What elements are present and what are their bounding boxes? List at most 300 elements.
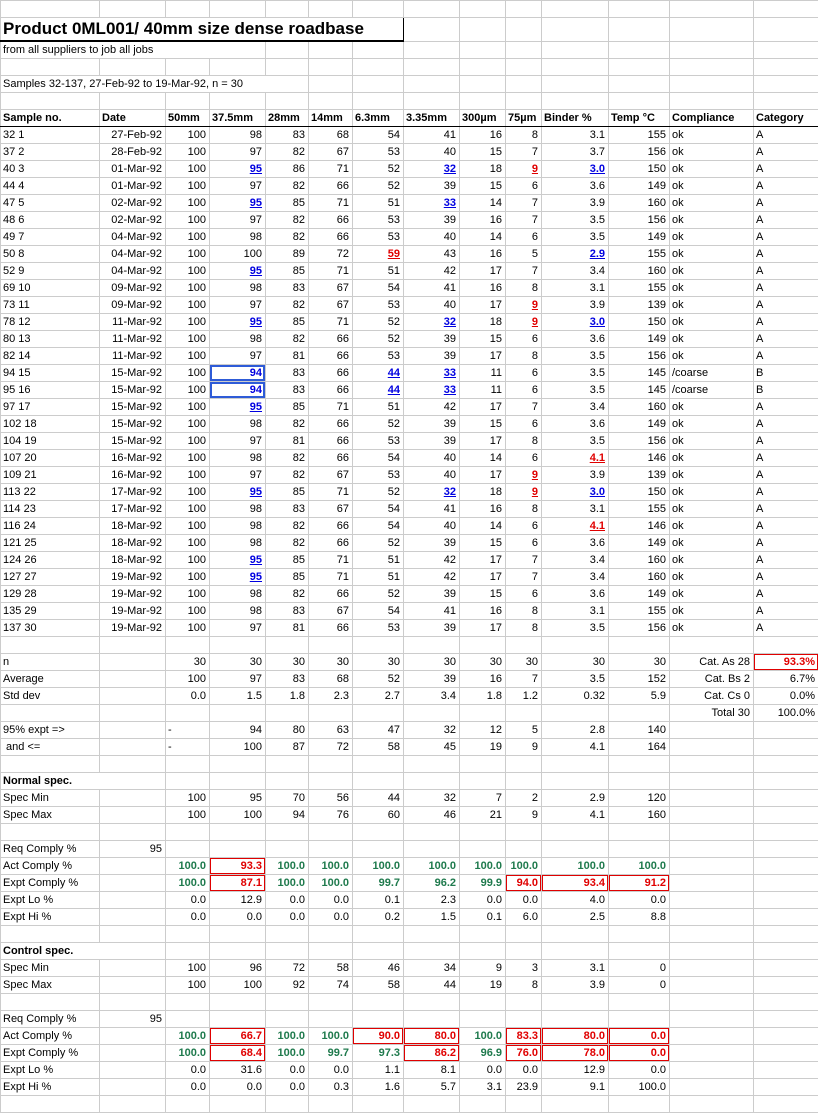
cell[interactable]	[754, 807, 818, 824]
cell[interactable]: 100.0	[166, 875, 210, 892]
cell[interactable]: 1.5	[210, 688, 266, 705]
cell[interactable]: 1.2	[506, 688, 542, 705]
compliance-cell[interactable]: ok	[670, 195, 754, 212]
cell[interactable]: 98	[210, 229, 266, 246]
cell[interactable]: 43	[404, 246, 460, 263]
cell[interactable]	[754, 841, 818, 858]
cell[interactable]	[754, 943, 818, 960]
cell[interactable]: 100.0	[266, 1045, 309, 1062]
cell[interactable]: 8.8	[609, 909, 670, 926]
cell[interactable]	[609, 18, 670, 42]
cell[interactable]: 40	[404, 518, 460, 535]
cell[interactable]	[353, 994, 404, 1011]
cell[interactable]: 15	[460, 144, 506, 161]
cell[interactable]: 90.0	[353, 1028, 404, 1045]
category-cell[interactable]: A	[754, 518, 818, 535]
sample-no[interactable]: 37 2	[1, 144, 100, 161]
cell[interactable]	[609, 841, 670, 858]
cell[interactable]: 3.0	[542, 161, 609, 178]
cell[interactable]: 100	[166, 263, 210, 280]
cell[interactable]	[670, 926, 754, 943]
cell[interactable]	[506, 76, 542, 93]
cell[interactable]: 7	[506, 263, 542, 280]
cell[interactable]: 30	[266, 654, 309, 671]
column-header[interactable]: Temp °C	[609, 110, 670, 127]
cell[interactable]	[266, 943, 309, 960]
cell[interactable]: 8.1	[404, 1062, 460, 1079]
cell[interactable]	[542, 994, 609, 1011]
cell[interactable]: 3.9	[542, 297, 609, 314]
cell[interactable]: 149	[609, 178, 670, 195]
compliance-cell[interactable]: ok	[670, 552, 754, 569]
cell[interactable]	[100, 909, 166, 926]
cell[interactable]: 67	[309, 501, 353, 518]
cell[interactable]	[670, 790, 754, 807]
cell[interactable]: 100.0	[460, 1028, 506, 1045]
cell[interactable]	[166, 841, 210, 858]
compliance-cell[interactable]: /coarse	[670, 365, 754, 382]
cell[interactable]	[460, 18, 506, 42]
cell[interactable]	[670, 807, 754, 824]
cell[interactable]: 100	[166, 144, 210, 161]
cell[interactable]: 5.7	[404, 1079, 460, 1096]
cell[interactable]	[460, 943, 506, 960]
row-label[interactable]: Expt Hi %	[1, 1079, 100, 1096]
cell[interactable]: 14	[460, 195, 506, 212]
cell[interactable]	[309, 59, 353, 76]
cell[interactable]	[754, 790, 818, 807]
cell[interactable]: 0.0	[210, 909, 266, 926]
category-percent[interactable]: 0.0%	[754, 688, 818, 705]
cell[interactable]	[609, 926, 670, 943]
sample-date[interactable]: 27-Feb-92	[100, 127, 166, 144]
sample-date[interactable]: 04-Mar-92	[100, 229, 166, 246]
cell[interactable]: 85	[266, 552, 309, 569]
cell[interactable]: 95	[210, 195, 266, 212]
cell[interactable]: 66	[309, 365, 353, 382]
cell[interactable]: 4.1	[542, 739, 609, 756]
cell[interactable]: 100.0	[609, 858, 670, 875]
cell[interactable]: 149	[609, 535, 670, 552]
cell[interactable]: 0.0	[609, 1045, 670, 1062]
cell[interactable]: 80.0	[542, 1028, 609, 1045]
cell[interactable]: 16	[460, 280, 506, 297]
cell[interactable]: 39	[404, 671, 460, 688]
cell[interactable]: 1.5	[404, 909, 460, 926]
cell[interactable]	[210, 841, 266, 858]
cell[interactable]: 42	[404, 399, 460, 416]
cell[interactable]: 54	[353, 518, 404, 535]
cell[interactable]: 0.3	[309, 1079, 353, 1096]
cell[interactable]: 44	[353, 365, 404, 382]
cell[interactable]	[309, 637, 353, 654]
req-comply-value[interactable]: 95	[100, 1011, 166, 1028]
sample-date[interactable]: 04-Mar-92	[100, 246, 166, 263]
cell[interactable]: 40	[404, 297, 460, 314]
cell[interactable]	[609, 756, 670, 773]
cell[interactable]	[353, 1096, 404, 1113]
cell[interactable]	[1, 824, 100, 841]
cell[interactable]: 53	[353, 144, 404, 161]
cell[interactable]: 156	[609, 144, 670, 161]
cell[interactable]	[166, 1096, 210, 1113]
cell[interactable]	[670, 722, 754, 739]
cell[interactable]: 16	[460, 246, 506, 263]
sample-no[interactable]: 124 26	[1, 552, 100, 569]
cell[interactable]	[670, 59, 754, 76]
sample-no[interactable]: 94 15	[1, 365, 100, 382]
cell[interactable]: 100	[166, 178, 210, 195]
cell[interactable]: 3.4	[542, 263, 609, 280]
cell[interactable]: 30	[210, 654, 266, 671]
cell[interactable]: 6	[506, 535, 542, 552]
cell[interactable]: 40	[404, 144, 460, 161]
compliance-cell[interactable]: ok	[670, 246, 754, 263]
cell[interactable]: 0.0	[609, 892, 670, 909]
cell[interactable]	[542, 943, 609, 960]
cell[interactable]: 3.9	[542, 195, 609, 212]
cell[interactable]: 164	[609, 739, 670, 756]
cell[interactable]	[506, 1011, 542, 1028]
sample-date[interactable]: 04-Mar-92	[100, 263, 166, 280]
cell[interactable]	[404, 637, 460, 654]
cell[interactable]	[754, 773, 818, 790]
cell[interactable]: 30	[460, 654, 506, 671]
cell[interactable]: 0.0	[166, 892, 210, 909]
cell[interactable]: 74	[309, 977, 353, 994]
cell[interactable]: 160	[609, 569, 670, 586]
cell[interactable]: 100.0	[309, 858, 353, 875]
cell[interactable]: 3.1	[542, 501, 609, 518]
cell[interactable]	[506, 773, 542, 790]
compliance-cell[interactable]: /coarse	[670, 382, 754, 399]
cell[interactable]	[460, 76, 506, 93]
category-cell[interactable]: A	[754, 450, 818, 467]
cell[interactable]	[542, 756, 609, 773]
cell[interactable]: 51	[353, 263, 404, 280]
cell[interactable]	[353, 841, 404, 858]
cell[interactable]: 100	[166, 620, 210, 637]
cell[interactable]: 2.3	[404, 892, 460, 909]
cell[interactable]: 54	[353, 127, 404, 144]
cell[interactable]: 9	[506, 484, 542, 501]
cell[interactable]: 93.4	[542, 875, 609, 892]
cell[interactable]: 83.3	[506, 1028, 542, 1045]
cell[interactable]: 1.6	[353, 1079, 404, 1096]
cell[interactable]: 54	[353, 501, 404, 518]
cell[interactable]: 82	[266, 144, 309, 161]
category-count[interactable]: Total 30	[670, 705, 754, 722]
compliance-cell[interactable]: ok	[670, 280, 754, 297]
sample-date[interactable]: 11-Mar-92	[100, 314, 166, 331]
cell[interactable]: 7	[506, 144, 542, 161]
sample-no[interactable]: 80 13	[1, 331, 100, 348]
cell[interactable]: 160	[609, 195, 670, 212]
cell[interactable]: 71	[309, 552, 353, 569]
sample-no[interactable]: 127 27	[1, 569, 100, 586]
cell[interactable]: 5	[506, 246, 542, 263]
cell[interactable]: 17	[460, 620, 506, 637]
cell[interactable]	[460, 59, 506, 76]
cell[interactable]: 150	[609, 161, 670, 178]
cell[interactable]	[353, 637, 404, 654]
cell[interactable]: 3.4	[542, 552, 609, 569]
cell[interactable]	[100, 671, 166, 688]
cell[interactable]	[506, 637, 542, 654]
cell[interactable]: 146	[609, 518, 670, 535]
cell[interactable]	[404, 1, 460, 18]
cell[interactable]: 51	[353, 552, 404, 569]
cell[interactable]: 78.0	[542, 1045, 609, 1062]
cell[interactable]: 98	[210, 535, 266, 552]
cell[interactable]	[100, 1062, 166, 1079]
row-label[interactable]: Act Comply %	[1, 858, 100, 875]
cell[interactable]	[670, 1028, 754, 1045]
cell[interactable]: 0.32	[542, 688, 609, 705]
cell[interactable]: 156	[609, 348, 670, 365]
cell[interactable]: 100	[166, 365, 210, 382]
cell[interactable]: 7	[460, 790, 506, 807]
cell[interactable]: 66	[309, 535, 353, 552]
cell[interactable]: 40	[404, 467, 460, 484]
cell[interactable]: 8	[506, 433, 542, 450]
cell[interactable]: 100	[166, 382, 210, 399]
cell[interactable]: -	[166, 722, 210, 739]
cell[interactable]	[542, 637, 609, 654]
cell[interactable]: 97.3	[353, 1045, 404, 1062]
cell[interactable]: 0.0	[506, 1062, 542, 1079]
cell[interactable]: 17	[460, 569, 506, 586]
cell[interactable]: 100	[210, 977, 266, 994]
cell[interactable]	[266, 705, 309, 722]
cell[interactable]	[353, 705, 404, 722]
cell[interactable]: 23.9	[506, 1079, 542, 1096]
cell[interactable]: 145	[609, 365, 670, 382]
sample-date[interactable]: 02-Mar-92	[100, 195, 166, 212]
cell[interactable]: 5.9	[609, 688, 670, 705]
cell[interactable]: 89	[266, 246, 309, 263]
cell[interactable]	[754, 739, 818, 756]
cell[interactable]	[754, 875, 818, 892]
cell[interactable]: 3.5	[542, 382, 609, 399]
cell[interactable]: 95	[210, 161, 266, 178]
cell[interactable]: 58	[353, 739, 404, 756]
cell[interactable]	[309, 773, 353, 790]
cell[interactable]: 3.6	[542, 586, 609, 603]
row-label[interactable]: Act Comply %	[1, 1028, 100, 1045]
cell[interactable]	[100, 705, 166, 722]
cell[interactable]: 16	[460, 671, 506, 688]
cell[interactable]: 3	[506, 960, 542, 977]
cell[interactable]: 0.0	[460, 1062, 506, 1079]
cell[interactable]: 100.0	[506, 858, 542, 875]
cell[interactable]: 160	[609, 807, 670, 824]
cell[interactable]	[754, 994, 818, 1011]
cell[interactable]	[309, 824, 353, 841]
category-cell[interactable]: A	[754, 467, 818, 484]
cell[interactable]: 17	[460, 348, 506, 365]
sample-date[interactable]: 01-Mar-92	[100, 161, 166, 178]
cell[interactable]: 44	[353, 790, 404, 807]
sample-no[interactable]: 48 6	[1, 212, 100, 229]
cell[interactable]: 81	[266, 620, 309, 637]
column-header[interactable]: Category	[754, 110, 818, 127]
cell[interactable]: 3.4	[542, 399, 609, 416]
cell[interactable]: 41	[404, 280, 460, 297]
cell[interactable]: 30	[404, 654, 460, 671]
cell[interactable]	[460, 1, 506, 18]
cell[interactable]: 32	[404, 722, 460, 739]
cell[interactable]	[670, 1062, 754, 1079]
cell[interactable]	[609, 824, 670, 841]
cell[interactable]	[266, 841, 309, 858]
cell[interactable]: 66	[309, 331, 353, 348]
cell[interactable]: 4.1	[542, 450, 609, 467]
cell[interactable]	[754, 93, 818, 110]
cell[interactable]	[404, 93, 460, 110]
cell[interactable]: 63	[309, 722, 353, 739]
cell[interactable]	[754, 76, 818, 93]
cell[interactable]	[542, 76, 609, 93]
cell[interactable]: 145	[609, 382, 670, 399]
cell[interactable]	[670, 1045, 754, 1062]
cell[interactable]	[670, 1096, 754, 1113]
cell[interactable]: 18	[460, 484, 506, 501]
cell[interactable]: 150	[609, 314, 670, 331]
cell[interactable]	[460, 93, 506, 110]
cell[interactable]: 0.0	[266, 1062, 309, 1079]
cell[interactable]: 46	[353, 960, 404, 977]
cell[interactable]	[404, 756, 460, 773]
cell[interactable]: 3.5	[542, 348, 609, 365]
cell[interactable]	[754, 1011, 818, 1028]
cell[interactable]	[506, 1096, 542, 1113]
cell[interactable]	[404, 705, 460, 722]
sample-no[interactable]: 129 28	[1, 586, 100, 603]
category-count[interactable]: Cat. As 28	[670, 654, 754, 671]
category-cell[interactable]: A	[754, 127, 818, 144]
cell[interactable]	[266, 994, 309, 1011]
cell[interactable]	[460, 41, 506, 59]
cell[interactable]: 82	[266, 467, 309, 484]
cell[interactable]: 9	[506, 467, 542, 484]
cell[interactable]: 76.0	[506, 1045, 542, 1062]
cell[interactable]	[353, 926, 404, 943]
cell[interactable]: 160	[609, 399, 670, 416]
cell[interactable]	[460, 994, 506, 1011]
cell[interactable]: 3.9	[542, 467, 609, 484]
cell[interactable]: 100	[166, 433, 210, 450]
cell[interactable]: 3.4	[404, 688, 460, 705]
sample-date[interactable]: 18-Mar-92	[100, 552, 166, 569]
cell[interactable]: 92	[266, 977, 309, 994]
cell[interactable]: 83	[266, 671, 309, 688]
cell[interactable]: 2.9	[542, 790, 609, 807]
cell[interactable]: 59	[353, 246, 404, 263]
category-cell[interactable]: A	[754, 484, 818, 501]
cell[interactable]	[210, 1096, 266, 1113]
cell[interactable]	[460, 705, 506, 722]
cell[interactable]: 2.9	[542, 246, 609, 263]
cell[interactable]	[754, 858, 818, 875]
column-header[interactable]: 50mm	[166, 110, 210, 127]
cell[interactable]: 32	[404, 161, 460, 178]
cell[interactable]	[460, 824, 506, 841]
cell[interactable]	[100, 756, 166, 773]
cell[interactable]	[670, 1011, 754, 1028]
cell[interactable]	[210, 59, 266, 76]
cell[interactable]: 82	[266, 586, 309, 603]
cell[interactable]: 66	[309, 382, 353, 399]
cell[interactable]	[670, 875, 754, 892]
category-percent[interactable]: 6.7%	[754, 671, 818, 688]
sample-no[interactable]: 137 30	[1, 620, 100, 637]
cell[interactable]	[542, 705, 609, 722]
cell[interactable]: 152	[609, 671, 670, 688]
cell[interactable]: 100	[166, 297, 210, 314]
cell[interactable]: 3.1	[542, 603, 609, 620]
cell[interactable]: 100	[166, 535, 210, 552]
cell[interactable]	[754, 1096, 818, 1113]
cell[interactable]	[266, 824, 309, 841]
cell[interactable]	[754, 18, 818, 42]
column-header[interactable]: 28mm	[266, 110, 309, 127]
cell[interactable]	[404, 926, 460, 943]
cell[interactable]: 67	[309, 280, 353, 297]
cell[interactable]: 82	[266, 535, 309, 552]
cell[interactable]: 96.2	[404, 875, 460, 892]
cell[interactable]	[506, 705, 542, 722]
cell[interactable]	[754, 1079, 818, 1096]
cell[interactable]: 85	[266, 484, 309, 501]
cell[interactable]: 76	[309, 807, 353, 824]
cell[interactable]: 149	[609, 416, 670, 433]
cell[interactable]: 155	[609, 280, 670, 297]
category-cell[interactable]: A	[754, 586, 818, 603]
cell[interactable]: 83	[266, 365, 309, 382]
compliance-cell[interactable]: ok	[670, 229, 754, 246]
cell[interactable]	[542, 1011, 609, 1028]
cell[interactable]: 80.0	[404, 1028, 460, 1045]
cell[interactable]: 17	[460, 297, 506, 314]
cell[interactable]: 70	[266, 790, 309, 807]
sample-no[interactable]: 82 14	[1, 348, 100, 365]
cell[interactable]: 9.1	[542, 1079, 609, 1096]
cell[interactable]: 97	[210, 212, 266, 229]
cell[interactable]	[670, 943, 754, 960]
cell[interactable]: 11	[460, 382, 506, 399]
cell[interactable]	[309, 1011, 353, 1028]
cell[interactable]: 72	[266, 960, 309, 977]
cell[interactable]: 3.5	[542, 365, 609, 382]
cell[interactable]: 100	[166, 246, 210, 263]
cell[interactable]: 98	[210, 331, 266, 348]
cell[interactable]: 3.1	[542, 960, 609, 977]
cell[interactable]: 6	[506, 229, 542, 246]
cell[interactable]: 0.0	[309, 909, 353, 926]
sample-no[interactable]: 102 18	[1, 416, 100, 433]
cell[interactable]: 91.2	[609, 875, 670, 892]
cell[interactable]	[609, 1096, 670, 1113]
cell[interactable]: 82	[266, 229, 309, 246]
cell[interactable]: 7	[506, 569, 542, 586]
cell[interactable]: 6	[506, 416, 542, 433]
cell[interactable]: 3.6	[542, 178, 609, 195]
cell[interactable]: 17	[460, 263, 506, 280]
cell[interactable]	[754, 977, 818, 994]
cell[interactable]: 6	[506, 382, 542, 399]
cell[interactable]	[266, 1096, 309, 1113]
